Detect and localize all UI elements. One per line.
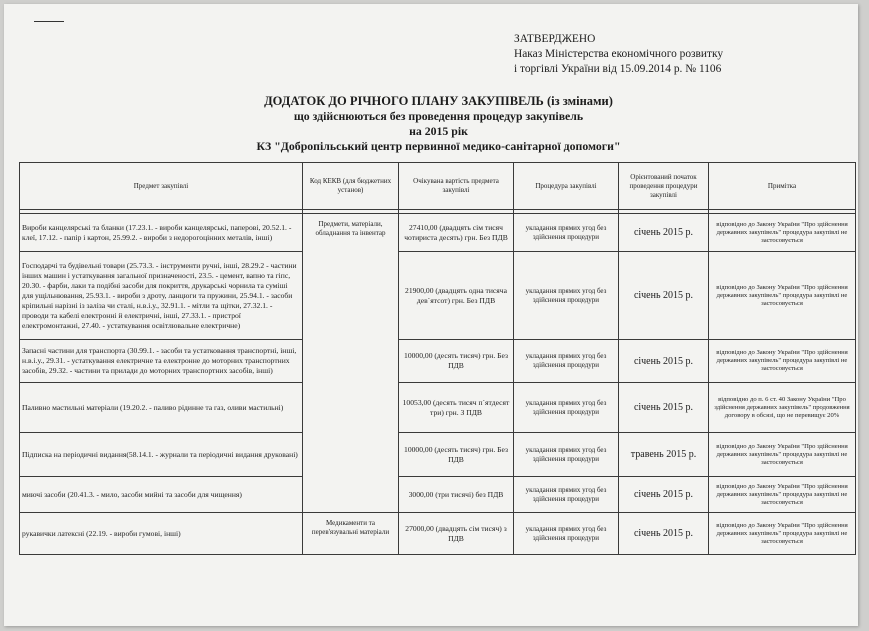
table-row xyxy=(20,340,856,383)
header-cost: Очікувана вартість предмета закупівлі xyxy=(399,163,514,210)
approval-block xyxy=(514,32,723,77)
row-6-subject: миючі засоби (20.41.3. - мило, засоби мийні та засоби для чищення) xyxy=(20,477,303,513)
row-4-start: січень 2015 р. xyxy=(619,383,709,433)
title-line-3: на 2015 рік xyxy=(409,124,468,138)
table-row xyxy=(20,252,856,340)
row-7-start: січень 2015 р. xyxy=(619,513,709,555)
row-2-note: відповідно до Закону України "Про здійснення державних закупівель" процедура закупівлі не застосовується xyxy=(709,252,856,340)
row-2-start: січень 2015 р. xyxy=(619,252,709,340)
kekv-group-1: Предмети, матеріали, обладнання та інвентар xyxy=(303,214,399,513)
row-4-note: відповідно до п. 6 ст. 40 Закону України "Про здійснення державних закупівель" продовження договору в обсязі, що не перевищує 20% xyxy=(709,383,856,433)
row-7-note: відповідно до Закону України "Про здійснення державних закупівель" процедура закупівлі не застосовується xyxy=(709,513,856,555)
approval-line-3: і торгівлі України від 15.09.2014 р. № 1106 xyxy=(514,63,722,75)
kekv-group-2: Медикаменти та перев'язувальні матеріали xyxy=(303,513,399,555)
row-4-procedure: укладання прямих угод без здійснення процедури xyxy=(514,383,619,433)
title-line-4: КЗ "Добропільський центр первинної медико-санітарної допомоги" xyxy=(256,139,621,153)
row-7-procedure: укладання прямих угод без здійснення процедури xyxy=(514,513,619,555)
header-kekv: Код КЕКВ (для бюджетних установ) xyxy=(303,163,399,210)
header-procedure: Процедура закупівлі xyxy=(514,163,619,210)
table-row xyxy=(20,513,856,555)
header-subject: Предмет закупівлі xyxy=(20,163,303,210)
table-header-row xyxy=(20,163,856,210)
row-4-subject: Паливно мастильні матеріали (19.20.2. - паливо рідинне та газ, оливи мастильні) xyxy=(20,383,303,433)
row-3-cost: 10000,00 (десять тисяч) грн. Без ПДВ xyxy=(399,340,514,383)
row-5-start: травень 2015 р. xyxy=(619,433,709,477)
row-2-subject: Господарчі та будівельні товари (25.73.3. - інструменти ручні, інші, 28.29.2 - частини інших машин і устаткування загальної призначеності, 23.5. - цемент, вапно та гіпс, 20.30. - фарби, лаки та подібні засоби для покриття, друкарські чорнила та суміші для ущільнювання, 25.93.1. - вироби з дроту, ланцюги та пружини, 25.94.1. - засоби кріпильні нарізні із заліза чи сталі, н.в.і.у., 32.91.1. - мітли та щітки, 27.32.1. - проводи та кабелі електронні й електричні, інші, 27.33.1. - пристрої електромонтажні, 27.40. - устаткування освітлювальне електричне) xyxy=(20,252,303,340)
row-1-start: січень 2015 р. xyxy=(619,214,709,252)
row-5-subject: Підписка на періодичні видання(58.14.1. - журнали та періодичні видання друковані) xyxy=(20,433,303,477)
row-2-procedure: укладання прямих угод без здійснення процедури xyxy=(514,252,619,340)
table-row xyxy=(20,214,856,252)
row-3-note: відповідно до Закону України "Про здійснення державних закупівель" процедура закупівлі не застосовується xyxy=(709,340,856,383)
row-5-procedure: укладання прямих угод без здійснення процедури xyxy=(514,433,619,477)
row-1-cost: 27410,00 (двадцять сім тисяч чотириста десять) грн. Без ПДВ xyxy=(399,214,514,252)
row-3-start: січень 2015 р. xyxy=(619,340,709,383)
header-start: Орієнтований початок проведення процедури закупівлі xyxy=(619,163,709,210)
approval-line-1: ЗАТВЕРДЖЕНО xyxy=(514,33,596,45)
row-3-procedure: укладання прямих угод без здійснення процедури xyxy=(514,340,619,383)
row-6-note: відповідно до Закону України "Про здійснення державних закупівель" процедура закупівлі не застосовується xyxy=(709,477,856,513)
row-6-start: січень 2015 р. xyxy=(619,477,709,513)
row-4-cost: 10053,00 (десять тисяч п`ятдесят три) грн. З ПДВ xyxy=(399,383,514,433)
row-1-note: відповідно до Закону України "Про здійснення державних закупівель" процедура закупівлі не застосовується xyxy=(709,214,856,252)
document-title xyxy=(4,94,858,154)
row-3-subject: Запасні частини для транспорта (30.99.1. - засоби та устатковання транспортні, інші, н.в.і.у., 29.31. - устаткування електричне та електронне до моторних транспортних засобів, 29.32. - частини та прилади до моторних транспортних засобів, інші) xyxy=(20,340,303,383)
table-row xyxy=(20,433,856,477)
row-5-note: відповідно до Закону України "Про здійснення державних закупівель" процедура закупівлі не застосовується xyxy=(709,433,856,477)
row-6-procedure: укладання прямих угод без здійснення процедури xyxy=(514,477,619,513)
corner-mark xyxy=(34,21,64,22)
table-row xyxy=(20,383,856,433)
row-5-cost: 10000,00 (десять тисяч) грн. Без ПДВ xyxy=(399,433,514,477)
header-note: Примітка xyxy=(709,163,856,210)
row-7-subject: рукавички латексні (22.19. - вироби гумові, інші) xyxy=(20,513,303,555)
title-line-2: що здійснюються без проведення процедур закупівель xyxy=(293,109,584,123)
row-2-cost: 21900,00 (двадцять одна тисяча дев`ятсот) грн. Без ПДВ xyxy=(399,252,514,340)
row-1-procedure: укладання прямих угод без здійснення процедури xyxy=(514,214,619,252)
row-1-subject: Вироби канцелярські та бланки (17.23.1. - вироби канцелярські, паперові, 20.52.1. - клеї, 17.12. - папір і картон, 25.99.2. - вироби з недорогоцінних металів, інші) xyxy=(20,214,303,252)
table-row xyxy=(20,477,856,513)
row-6-cost: 3000,00 (три тисячі) без ПДВ xyxy=(399,477,514,513)
approval-line-2: Наказ Міністерства економічного розвитку xyxy=(514,48,724,60)
title-line-1: ДОДАТОК ДО РІЧНОГО ПЛАНУ ЗАКУПІВЕЛЬ (із змінами) xyxy=(264,94,613,108)
procurement-table xyxy=(19,162,856,555)
row-7-cost: 27000,00 (двадцять сім тисяч) з ПДВ xyxy=(399,513,514,555)
